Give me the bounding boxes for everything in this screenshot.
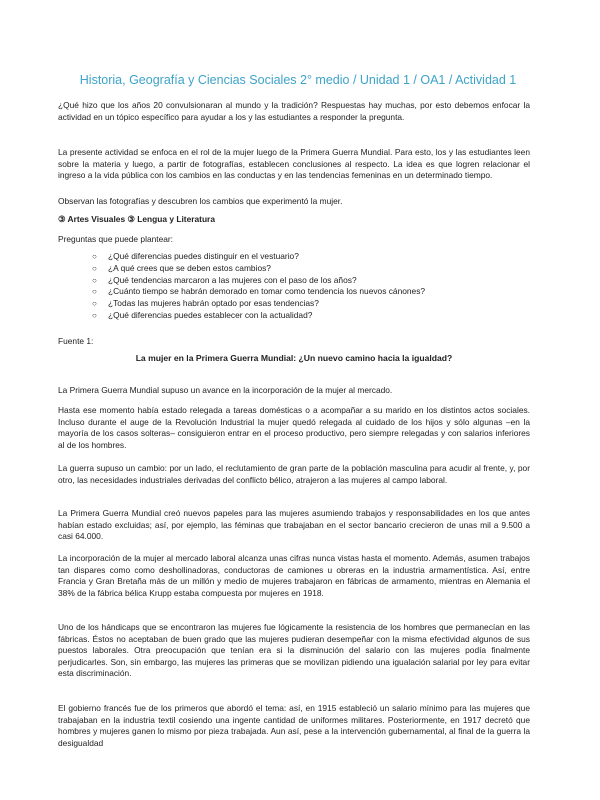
body-paragraph-4: La Primera Guerra Mundial creó nuevos papeles para las mujeres asumiendo trabajos y responsabilidades en los que antes habían estado excluidas; así, por ejemplo, las féminas que trabajaban en el sector bancario crecieron de unas mil a 9.500 a casi 64.000. — [58, 508, 530, 541]
body-paragraph-5: La incorporación de la mujer al mercado laboral alcanza unas cifras nunca vistas hasta el momento. Además, asumen trabajos tan dispares como como deshollinadoras, conductoras de camiones u obreras en la industria armamentística. Así, entre Francia y Gran Bretaña más de un millón y medio de mujeres trabajaron en fábricas de armamento, mientras en Alemania el 38% de la fábrica bélica Krupp estaba compuesta por mujeres en 1918. — [58, 553, 530, 598]
list-item: ○ ¿Todas las mujeres habrán optado por esas tendencias? — [92, 298, 319, 309]
bullet-icon: ○ — [92, 263, 97, 273]
bullet-icon: ○ — [92, 310, 97, 320]
body-paragraph-6: Uno de los hándicaps que se encontraron las mujeres fue lógicamente la resistencia de los hombres que permanecían en las fábricas. Éstos no aceptaban de buen grado que las mujeres pudieran desempeñar con la misma efectividad algunos de sus puestos laborales. Otra preocupación que tenían era si la disminución del salario con las mujeres podía finalmente perjudicarles. Son, sin embargo, las mujeres las primeras que se movilizan pidiendo una igualación salarial por ley para evitar esta discriminación. — [58, 622, 530, 678]
list-item: ○ ¿Cuánto tiempo se habrán demorado en tomar como tendencia los nuevos cánones? — [92, 286, 426, 297]
source-title: La mujer en la Primera Guerra Mundial: ¿Un nuevo camino hacia la igualdad? — [135, 353, 453, 363]
list-item: ○ ¿Qué diferencias puedes establecer con la actualidad? — [92, 309, 313, 320]
intro-paragraph-3: Observan las fotografías y descubren los cambios que experimentó la mujer. — [58, 196, 343, 206]
body-paragraph-3: La guerra supuso un cambio: por un lado, el reclutamiento de gran parte de la población masculina para acudir al frente, y, por otro, las necesidades industriales derivadas del conflicto bélico, atrajeron a las mujeres al campo laboral. — [58, 463, 530, 485]
bullet-icon: ○ — [92, 252, 97, 261]
source-label: Fuente 1: — [58, 336, 94, 346]
intro-paragraph-2: La presente actividad se enfoca en el rol de la mujer luego de la Primera Guerra Mundial. Para esto, los y las estudiantes leen sobre la materia y luego, a partir de fotografías, establecen conclusiones al respecto. La idea es que logren relacionar el ingreso a la vida pública con los cambios en las conductas y en las tendencias femeninas en un determinado tiempo. — [58, 147, 530, 180]
intro-paragraph-1: ¿Qué hizo que los años 20 convulsionaran al mundo y la tradición? Respuestas hay muchas, por esto debemos enfocar la actividad en un tópico específico para ayudar a los y las estudiantes a responder la pregunta. — [58, 100, 530, 122]
list-item: ○ ¿Qué diferencias puedes distinguir en el vestuario? — [92, 251, 299, 261]
question-list — [58, 251, 530, 322]
body-paragraph-2: Hasta ese momento había estado relegada a tareas domésticas o a acompañar a su marido en los distintos actos sociales. Incluso durante el auge de la Revolución Industrial la mujer quedó relegada al cuidado de los hijos y sólo algunas –en la mayoría de los casos solteras– consiguieron entrar en el proceso productivo, pero siempre relegadas y con salarios inferiores al de los hombres. — [58, 405, 530, 450]
list-item: ○ ¿Qué tendencias marcaron a las mujeres con el paso de los años? — [92, 274, 357, 285]
list-item: ○ ¿A qué crees que se deben estos cambios? — [92, 262, 271, 273]
bullet-icon: ○ — [92, 299, 97, 309]
bullet-icon: ○ — [92, 287, 97, 297]
body-paragraph-7: El gobierno francés fue de los primeros que abordó el tema: así, en 1915 estableció un salario mínimo para las mujeres que trabajaban en la industria textil cosiendo una ingente cantidad de uniformes militares. Posteriormente, en 1917 decretó que hombres y mujeres ganen lo mismo por pieza trabajada. Aun así, pese a la intervención gubernamental, al final de la guerra la desigualdad — [58, 703, 530, 748]
bullet-icon: ○ — [92, 275, 97, 285]
body-paragraph-1: La Primera Guerra Mundial supuso un avance en la incorporación de la mujer al mercado. — [58, 385, 393, 395]
page-title: Historia, Geografía y Ciencias Sociales 2° medio / Unidad 1 / OA1 / Actividad 1 — [79, 73, 517, 87]
subjects-line: ③ Artes Visuales ③ Lengua y Literatura — [58, 214, 215, 224]
questions-label: Preguntas que puede plantear: — [58, 234, 174, 244]
